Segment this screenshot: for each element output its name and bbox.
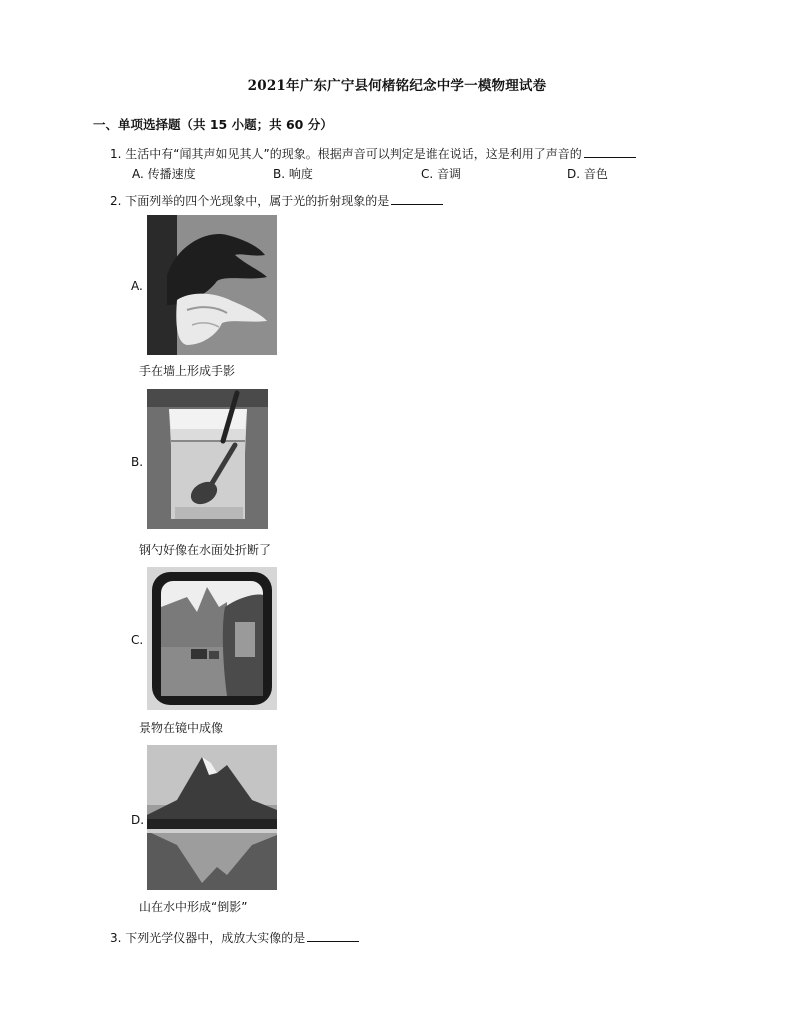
q2-option-b-letter: B. <box>131 455 144 469</box>
q2-option-a-letter: A. <box>131 279 143 293</box>
question-3 <box>110 929 359 946</box>
q2-option-d-caption: 山在水中形成“倒影” <box>139 900 248 914</box>
hand-shadow-photo <box>147 215 277 355</box>
question-1 <box>110 145 636 162</box>
q1-option-b: B. 响度 <box>273 167 313 181</box>
answer-blank <box>391 203 443 205</box>
q1-option-d: D. 音色 <box>567 167 608 181</box>
question-2 <box>110 192 443 209</box>
q2-option-b-caption: 钢勺好像在水面处折断了 <box>139 543 272 557</box>
page-title: 2021年广东广宁县何楮铭纪念中学一模物理试卷 <box>247 78 547 94</box>
question-1-text: 1. 生活中有“闻其声如见其人”的现象。根据声音可以判定是谁在说话，这是利用了声音的 <box>110 147 582 161</box>
question-3-text: 3. 下列光学仪器中，成放大实像的是 <box>110 931 306 945</box>
car-mirror-photo <box>147 567 277 710</box>
question-2-text: 2. 下面列举的四个光现象中，属于光的折射现象的是 <box>110 194 390 208</box>
q2-option-a-caption: 手在墙上形成手影 <box>139 364 236 378</box>
spoon-in-water-photo <box>147 389 268 529</box>
q1-option-a: A. 传播速度 <box>132 167 196 181</box>
section-heading: 一、单项选择题（共 15 小题；共 60 分） <box>93 117 333 132</box>
mountain-reflection-photo <box>147 745 277 890</box>
q2-option-c-caption: 景物在镜中成像 <box>139 721 224 735</box>
q2-option-c-letter: C. <box>131 633 144 647</box>
answer-blank <box>307 940 359 942</box>
answer-blank <box>584 156 636 158</box>
q1-option-c: C. 音调 <box>421 167 462 181</box>
q2-option-d-letter: D. <box>131 813 145 827</box>
